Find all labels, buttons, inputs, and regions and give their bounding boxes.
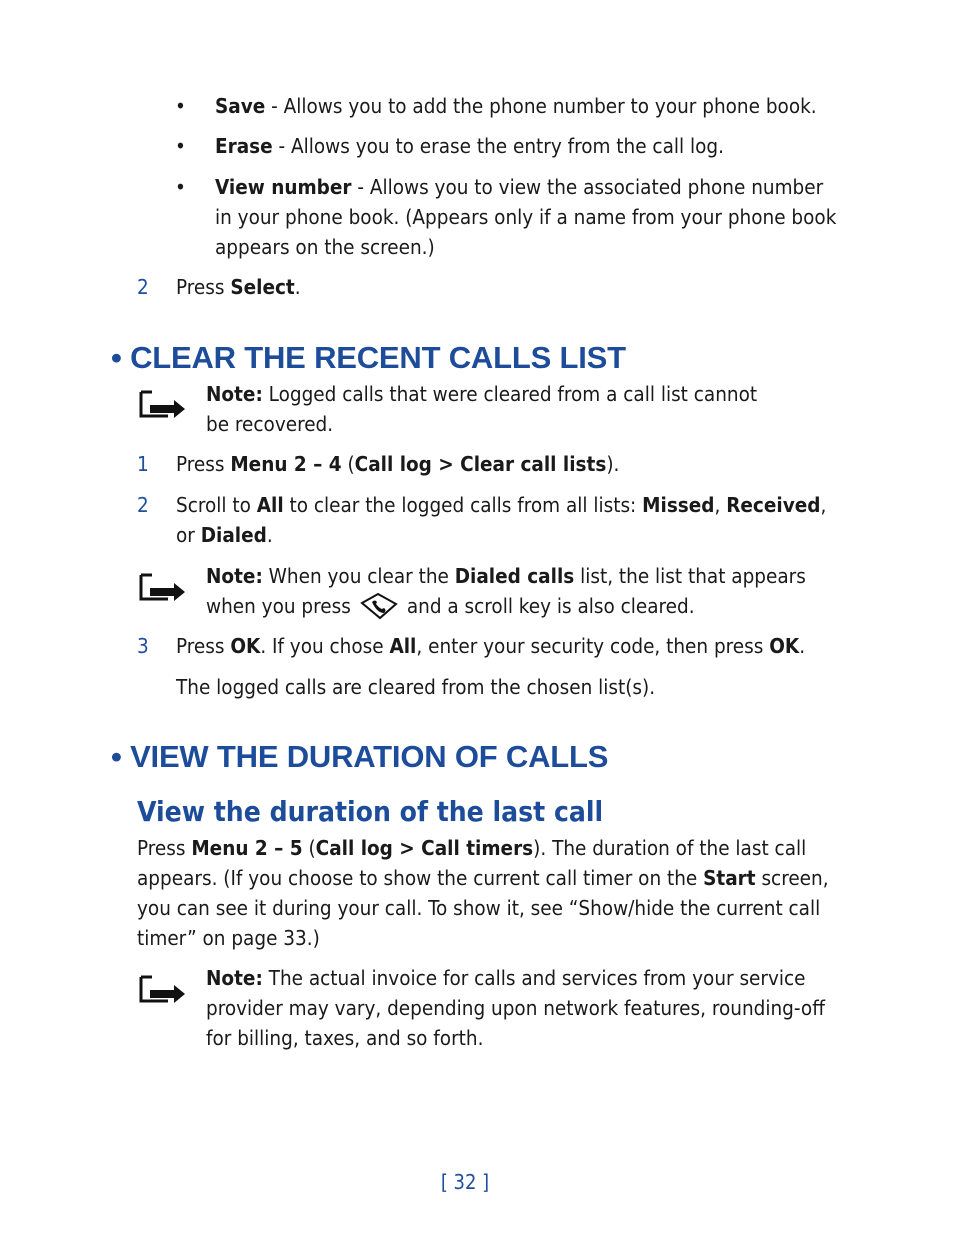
note-arrow-icon	[138, 973, 188, 1005]
step-press-select: Press Select.	[176, 275, 301, 299]
note-dialed-calls: Note: When you clear the Dialed calls list, the list that appears	[206, 564, 806, 588]
step-menu-2-4: Press Menu 2 – 4 (Call log > Clear call lists).	[176, 452, 620, 476]
paragraph-line: timer” on page 33.)	[137, 926, 320, 950]
bullet-glyph: •	[175, 134, 186, 158]
paragraph-line: appears. (If you choose to show the current call timer on the Start screen,	[137, 866, 829, 890]
note-invoice: Note: The actual invoice for calls and services from your service	[206, 966, 806, 990]
bullet-view-number-cont: appears on the screen.)	[215, 235, 435, 259]
paragraph-line: you can see it during your call. To show it, see “Show/hide the current call	[137, 896, 821, 920]
note-arrow-icon	[138, 571, 188, 603]
note-invoice-cont: provider may vary, depending upon network features, rounding-off	[206, 996, 825, 1020]
send-key-icon	[357, 591, 403, 621]
note-arrow-icon	[138, 388, 188, 420]
bullet-erase: Erase - Allows you to erase the entry from the call log.	[215, 134, 724, 158]
bullet-view-number-cont: in your phone book. (Appears only if a name from your phone book	[215, 205, 837, 229]
step-scroll-to-all-cont: or Dialed.	[176, 523, 273, 547]
step-number: 2	[137, 493, 149, 517]
bullet-glyph: •	[175, 94, 186, 118]
bullet-glyph: •	[175, 175, 186, 199]
paragraph-line: Press Menu 2 – 5 (Call log > Call timers). The duration of the last call	[137, 836, 807, 860]
result-text: The logged calls are cleared from the chosen list(s).	[176, 675, 656, 699]
step-number: 1	[137, 452, 149, 476]
page-number: [ 32 ]	[440, 1170, 490, 1194]
bullet-save: Save - Allows you to add the phone number to your phone book.	[215, 94, 817, 118]
note-dialed-calls-cont: when you press and a scroll key is also cleared.	[206, 591, 695, 621]
section-title-clear-calls: • CLEAR THE RECENT CALLS LIST	[111, 340, 626, 375]
note-cleared-calls: Note: Logged calls that were cleared from a call list cannot	[206, 382, 758, 406]
step-number: 3	[137, 634, 149, 658]
subsection-title-last-call: View the duration of the last call	[137, 795, 604, 828]
section-title-view-duration: • VIEW THE DURATION OF CALLS	[111, 739, 609, 774]
note-cleared-calls-cont: be recovered.	[206, 412, 334, 436]
step-scroll-to-all: Scroll to All to clear the logged calls from all lists: Missed, Received,	[176, 493, 827, 517]
bullet-view-number: View number - Allows you to view the associated phone number	[215, 175, 824, 199]
step-number: 2	[137, 275, 149, 299]
note-invoice-cont: for billing, taxes, and so forth.	[206, 1026, 484, 1050]
step-press-ok: Press OK. If you chose All, enter your security code, then press OK.	[176, 634, 806, 658]
